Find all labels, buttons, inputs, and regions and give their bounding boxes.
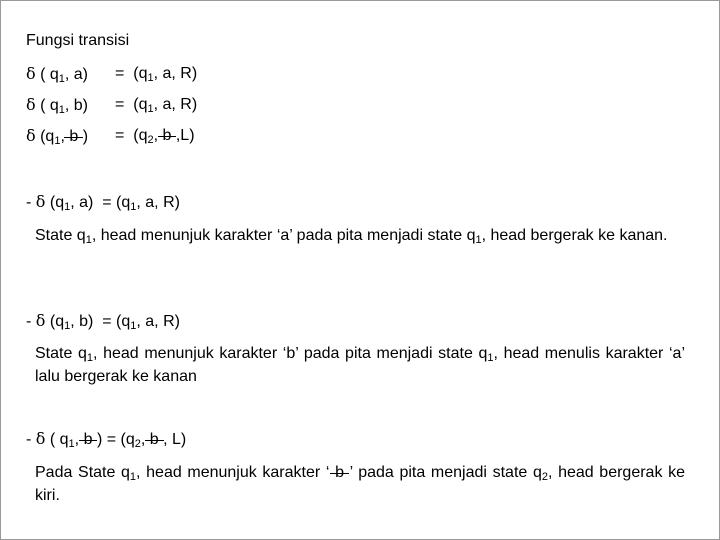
explanation-text: Pada State $q_1$, head menunjuk karakter ‘ b ’ pada pita menjadi state $q_2$, head bergerak ke kiri. (35, 461, 685, 507)
blank-symbol: b (69, 128, 79, 145)
transition-row (26, 95, 88, 116)
blank-symbol: b (162, 127, 172, 144)
delta-symbol: δ (26, 64, 36, 83)
transition-row (26, 64, 88, 85)
delta-symbol: δ (26, 126, 36, 145)
explanation-heading: - δ ( $q_1$, b ) = ($q_2$, b , L) (26, 429, 187, 450)
transition-lhs: ($q_1$, b ) (40, 128, 89, 147)
explanation-text: State $q_1$, head menunjuk karakter ‘b’ pada pita menjadi state $q_1$, head menulis karakter ‘a’ lalu bergerak ke kanan (35, 345, 686, 385)
explanation-text: State $q_1$, head menunjuk karakter ‘a’ pada pita menjadi state $q_1$, head bergerak ke kanan. (35, 227, 668, 246)
transition-lhs: ( $q_1$, a) (40, 66, 89, 85)
slide-title: Fungsi transisi (26, 32, 130, 49)
delta-symbol: δ (26, 95, 36, 114)
explanation-heading: - δ ($q_1$, $b) = (q_1$, a, R) (26, 311, 180, 332)
transition-row (26, 126, 88, 147)
transition-rhs: = ($q_1$, a, R) (115, 65, 198, 84)
transition-lhs: ( $q_1$, b) (40, 97, 89, 116)
blank-symbol: b (83, 431, 93, 448)
blank-symbol: b (335, 461, 344, 484)
transition-rhs: = ($q_2$, b ,L) (115, 127, 195, 146)
transition-rhs: = ($q_1$, a, R) (115, 96, 198, 115)
explanation-heading: - δ ($q_1$, $a) = (q_1$, a, R) (26, 192, 180, 213)
blank-symbol: b (149, 431, 159, 448)
